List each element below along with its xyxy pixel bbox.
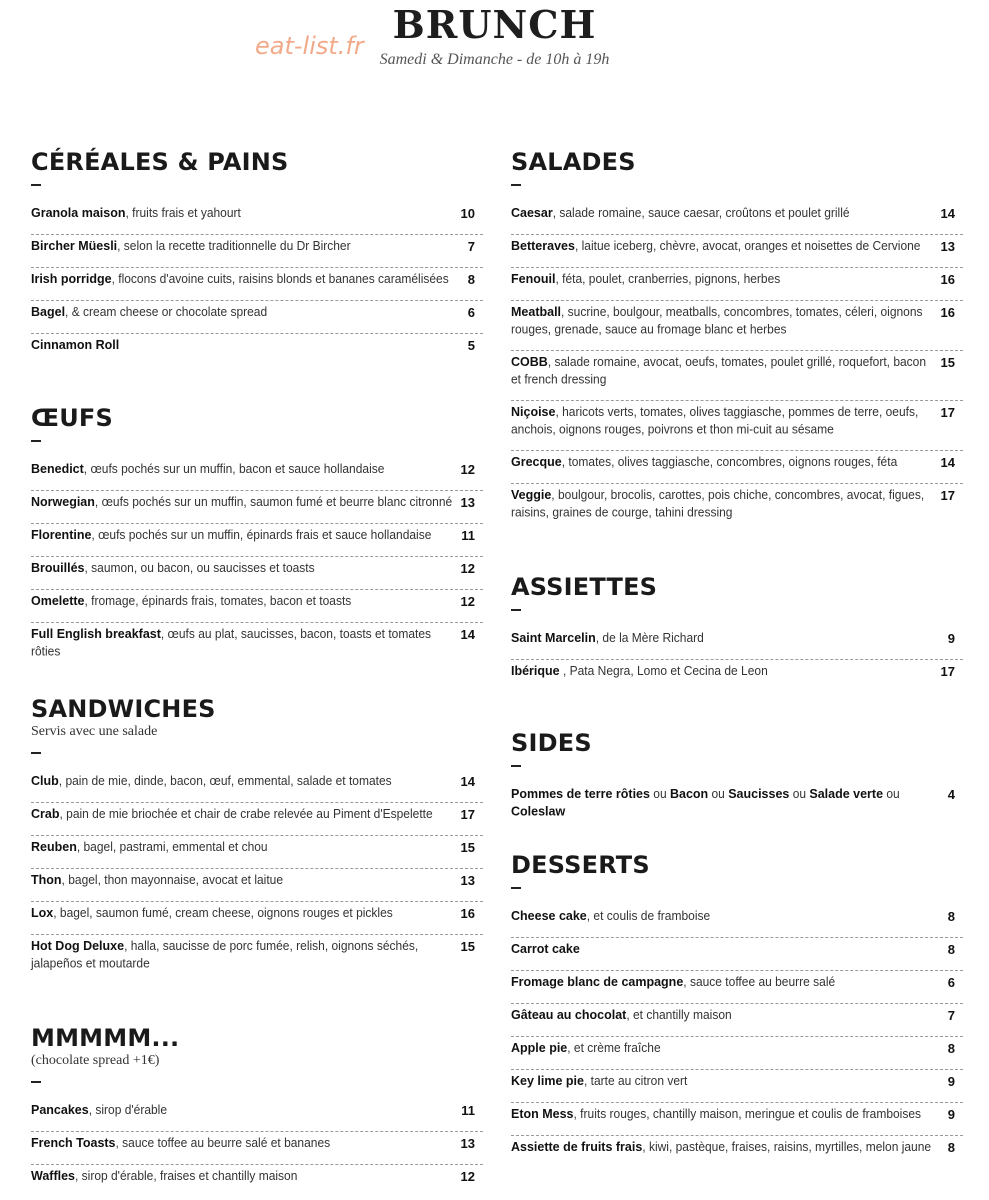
menu-item-description: , sauce toffee au beurre salé xyxy=(683,974,836,990)
menu-item-text xyxy=(511,1037,661,1058)
section-dash xyxy=(511,765,521,767)
menu-item-price: 8 xyxy=(947,909,955,924)
menu-item-price: 17 xyxy=(460,807,475,822)
menu-item-text xyxy=(31,268,449,289)
item-list xyxy=(31,770,483,985)
menu-item-name: Club xyxy=(31,773,59,789)
menu-item-text xyxy=(511,451,897,472)
menu-item-text xyxy=(511,1004,732,1025)
menu-item xyxy=(511,268,963,301)
section-mmmmm xyxy=(31,1024,483,1198)
menu-item-text xyxy=(31,590,351,611)
item-list xyxy=(31,458,483,673)
menu-item xyxy=(31,770,483,803)
menu-item-connector: ou xyxy=(708,786,729,801)
menu-item-price: 16 xyxy=(940,305,955,320)
menu-item-price: 12 xyxy=(460,594,475,609)
menu-item-price: 14 xyxy=(940,455,955,470)
menu-item xyxy=(31,935,483,985)
menu-item xyxy=(511,484,963,534)
menu-item-price: 7 xyxy=(947,1008,955,1023)
menu-item-text xyxy=(31,1099,167,1120)
menu-item-name: Full English breakfast xyxy=(31,626,161,641)
menu-item-description: , sirop d'érable xyxy=(88,1102,168,1118)
menu-item-price: 14 xyxy=(460,774,475,789)
section-dash xyxy=(31,184,41,186)
item-list xyxy=(31,1099,483,1198)
menu-item-price: 10 xyxy=(460,206,475,221)
menu-item xyxy=(31,1099,483,1132)
menu-item-name: Fenouil xyxy=(511,271,556,287)
menu-item-name: Omelette xyxy=(31,593,85,609)
menu-item-price: 6 xyxy=(467,305,475,320)
menu-item xyxy=(31,491,483,524)
section-subtitle: Servis avec une salade xyxy=(31,724,158,739)
menu-item-price: 16 xyxy=(460,906,475,921)
menu-item-text xyxy=(511,905,710,926)
menu-item-name: Benedict xyxy=(31,461,84,477)
menu-item-name: Reuben xyxy=(31,839,77,855)
menu-item-text xyxy=(31,557,315,578)
section-title: CÉRÉALES & PAINS xyxy=(31,148,289,176)
menu-item-description: , fruits frais et yahourt xyxy=(125,205,241,221)
menu-item-price: 13 xyxy=(460,1136,475,1151)
menu-item xyxy=(511,1136,963,1169)
menu-item-description: , kiwi, pastèque, fraises, raisins, myrtilles, melon jaune xyxy=(642,1139,932,1155)
menu-item xyxy=(511,301,963,351)
menu-item-description: , bagel, saumon fumé, cream cheese, oignons rouges et pickles xyxy=(53,905,393,921)
menu-item-price: 17 xyxy=(940,488,955,503)
menu-item-name: Eton Mess xyxy=(511,1106,574,1122)
section-dash xyxy=(31,1081,41,1083)
menu-item-price: 12 xyxy=(460,1169,475,1184)
menu-item xyxy=(511,783,963,833)
menu-item xyxy=(511,1004,963,1037)
menu-item-description: , et chantilly maison xyxy=(626,1007,732,1023)
menu-item xyxy=(31,869,483,902)
menu-item-text xyxy=(511,350,933,389)
section-dash xyxy=(31,440,41,442)
menu-item-price: 15 xyxy=(460,840,475,855)
menu-item-description: , pain de mie, dinde, bacon, œuf, emmental, salade et tomates xyxy=(58,773,392,789)
menu-item-price: 14 xyxy=(940,206,955,221)
menu-item-name: Veggie xyxy=(511,487,552,502)
menu-item-name: Carrot cake xyxy=(511,941,580,957)
menu-item-text xyxy=(511,483,933,522)
menu-item-description: , tarte au citron vert xyxy=(583,1073,688,1089)
menu-item-name: Hot Dog Deluxe xyxy=(31,938,125,953)
menu-item xyxy=(31,301,483,334)
menu-item-name: Saucisses xyxy=(728,786,790,801)
menu-item-price: 15 xyxy=(940,355,955,370)
menu-item xyxy=(511,351,963,401)
menu-item xyxy=(511,1037,963,1070)
menu-item xyxy=(31,557,483,590)
menu-item xyxy=(31,202,483,235)
menu-item-name: Fromage blanc de campagne xyxy=(511,974,684,990)
menu-item xyxy=(31,902,483,935)
menu-item-name: COBB xyxy=(511,354,548,369)
menu-item-name: Granola maison xyxy=(31,205,126,221)
menu-item-price: 6 xyxy=(947,975,955,990)
menu-item-price: 12 xyxy=(460,462,475,477)
section-title: SALADES xyxy=(511,148,636,176)
menu-item-connector: ou xyxy=(649,786,670,801)
section-sides xyxy=(511,729,963,833)
menu-item-name: Gâteau au chocolat xyxy=(511,1007,627,1023)
menu-item xyxy=(31,590,483,623)
menu-item-name: Pommes de terre rôties xyxy=(511,786,650,801)
section-oeufs xyxy=(31,404,483,673)
item-list xyxy=(511,202,963,534)
section-assiettes xyxy=(511,573,963,693)
section-title: SIDES xyxy=(511,729,592,757)
menu-item-text xyxy=(31,524,431,545)
menu-item xyxy=(511,235,963,268)
menu-item-description: , flocons d'avoine cuits, raisins blonds et bananes caramélisées xyxy=(111,271,449,287)
section-title: MMMMM... xyxy=(31,1024,180,1052)
menu-item-price: 8 xyxy=(947,1041,955,1056)
menu-item-price: 17 xyxy=(940,405,955,420)
menu-item-text xyxy=(31,622,453,661)
menu-item-name: Meatball xyxy=(511,304,562,319)
menu-item-name: Bacon xyxy=(669,786,709,801)
menu-item-price: 17 xyxy=(940,664,955,679)
menu-item-description: , saumon, ou bacon, ou saucisses et toasts xyxy=(84,560,315,576)
menu-item-text xyxy=(31,202,241,223)
menu-item-text xyxy=(31,491,452,512)
menu-item-price: 4 xyxy=(947,787,955,802)
item-list xyxy=(31,202,483,367)
menu-item-text xyxy=(511,300,933,339)
menu-item-description: , selon la recette traditionnelle du Dr Bircher xyxy=(117,238,351,254)
menu-item xyxy=(511,202,963,235)
menu-item-name: Irish porridge xyxy=(31,271,112,287)
menu-item-name: Crab xyxy=(31,806,60,822)
menu-item-name: Betteraves xyxy=(511,238,575,254)
menu-item xyxy=(31,235,483,268)
menu-item-name: Bagel xyxy=(31,304,66,320)
menu-item-price: 14 xyxy=(460,627,475,642)
menu-item xyxy=(31,1132,483,1165)
menu-item-price: 9 xyxy=(947,1074,955,1089)
menu-item-name: Florentine xyxy=(31,527,92,543)
menu-item-description: , salade romaine, sauce caesar, croûtons et poulet grillé xyxy=(552,205,850,221)
menu-item-connector: ou xyxy=(789,786,810,801)
menu-item-name: Lox xyxy=(31,905,54,921)
menu-item-description: , sucrine, boulgour, meatballs, concombres, tomates, céleri, oignons rouges, grenade, sauce au fromage blanc et herbes xyxy=(511,304,923,337)
section-salades xyxy=(511,148,963,534)
menu-item-text xyxy=(31,836,268,857)
menu-item-description: , et crème fraîche xyxy=(567,1040,661,1056)
item-list xyxy=(511,627,963,693)
menu-item-description: , laitue iceberg, chèvre, avocat, oranges et noisettes de Cervione xyxy=(574,238,921,254)
menu-item xyxy=(31,623,483,673)
menu-item-price: 13 xyxy=(460,873,475,888)
menu-item-description: , fromage, épinards frais, tomates, bacon et toasts xyxy=(84,593,352,609)
menu-item-name: Cheese cake xyxy=(511,908,587,924)
item-list xyxy=(511,905,963,1169)
menu-item-price: 12 xyxy=(460,561,475,576)
menu-item-price: 15 xyxy=(460,939,475,954)
menu-item-text xyxy=(511,400,933,439)
menu-item-description: , halla, saucisse de porc fumée, relish, oignons séchés, jalapeños et moutarde xyxy=(31,938,419,971)
menu-item-description: , boulgour, brocolis, carottes, pois chiche, concombres, avocat, figues, raisins, graines de courge, tahini dressing xyxy=(511,487,925,520)
section-title: SANDWICHES xyxy=(31,695,216,723)
menu-header xyxy=(0,0,989,80)
menu-item-description: , et coulis de framboise xyxy=(586,908,711,924)
menu-item-text xyxy=(511,235,920,256)
menu-item-name: Grecque xyxy=(511,454,562,470)
menu-item-description: , sauce toffee au beurre salé et bananes xyxy=(115,1135,331,1151)
menu-item-text xyxy=(31,334,119,355)
menu-item-name: Bircher Müesli xyxy=(31,238,118,254)
menu-item-price: 8 xyxy=(947,1140,955,1155)
menu-item-name: Coleslaw xyxy=(511,804,566,819)
menu-item-description: , salade romaine, avocat, oeufs, tomates, poulet grillé, roquefort, bacon et french dressing xyxy=(511,354,927,387)
menu-item-description: , & cream cheese or chocolate spread xyxy=(65,304,268,320)
section-dash xyxy=(511,184,521,186)
menu-item-price: 8 xyxy=(947,942,955,957)
menu-item-text xyxy=(31,770,392,791)
menu-item-price: 9 xyxy=(947,1107,955,1122)
menu-item-text xyxy=(511,1136,931,1157)
menu-item-text xyxy=(31,458,384,479)
menu-item-name: Key lime pie xyxy=(511,1073,584,1089)
menu-item-price: 9 xyxy=(947,631,955,646)
menu-item-description: , tomates, olives taggiasche, concombres, oignons rouges, féta xyxy=(561,454,898,470)
menu-item-text xyxy=(511,938,580,959)
menu-item-name: Caesar xyxy=(511,205,553,221)
menu-item xyxy=(31,268,483,301)
menu-item-name: Norwegian xyxy=(31,494,95,510)
menu-item-price: 8 xyxy=(467,272,475,287)
watermark: eat-list.fr xyxy=(255,32,364,60)
menu-item-description: , œufs au plat, saucisses, bacon, toasts et tomates rôties xyxy=(31,626,432,659)
menu-item-text xyxy=(511,202,850,223)
menu-item-name: Saint Marcelin xyxy=(511,630,596,646)
menu-item-description: , sirop d'érable, fraises et chantilly maison xyxy=(75,1168,298,1184)
section-title: ASSIETTES xyxy=(511,573,658,601)
menu-item-text xyxy=(31,1165,297,1186)
menu-item-description: , œufs pochés sur un muffin, épinards frais et sauce hollandaise xyxy=(91,527,432,543)
menu-item-text xyxy=(31,869,283,890)
section-subtitle: (chocolate spread +1€) xyxy=(31,1053,160,1068)
menu-item xyxy=(511,660,963,693)
menu-item-price: 13 xyxy=(460,495,475,510)
menu-item-name: Ibérique xyxy=(511,663,560,679)
menu-item-name: Niçoise xyxy=(511,404,556,419)
menu-item-text xyxy=(511,971,835,992)
menu-item xyxy=(511,1070,963,1103)
menu-item xyxy=(31,334,483,367)
menu-item-connector: ou xyxy=(883,786,900,801)
menu-item-text xyxy=(511,1103,921,1124)
menu-item-text xyxy=(31,803,433,824)
menu-item xyxy=(31,458,483,491)
menu-item-text xyxy=(31,235,351,256)
menu-item-name: Apple pie xyxy=(511,1040,568,1056)
menu-item-description: , fruits rouges, chantilly maison, meringue et coulis de framboises xyxy=(573,1106,922,1122)
menu-item-description: , bagel, pastrami, emmental et chou xyxy=(76,839,268,855)
menu-item-name: Cinnamon Roll xyxy=(31,337,120,353)
menu-item xyxy=(511,451,963,484)
menu-item-description: , bagel, thon mayonnaise, avocat et laitue xyxy=(61,872,284,888)
menu-item-name: Brouillés xyxy=(31,560,85,576)
menu-item xyxy=(31,836,483,869)
menu-item-text xyxy=(31,902,393,923)
menu-item-name: Salade verte xyxy=(809,786,884,801)
menu-item-text xyxy=(31,934,453,973)
menu-item-description: , féta, poulet, cranberries, pignons, herbes xyxy=(555,271,781,287)
menu-item-text xyxy=(511,268,780,289)
menu-item-price: 11 xyxy=(461,1103,475,1118)
section-desserts xyxy=(511,851,963,1169)
menu-item-description: , pain de mie briochée et chair de crabe relevée au Piment d'Espelette xyxy=(59,806,433,822)
section-cereales xyxy=(31,148,483,367)
page-title: BRUNCH xyxy=(392,2,597,47)
section-dash xyxy=(511,887,521,889)
menu-item xyxy=(511,938,963,971)
menu-item-text xyxy=(511,660,768,681)
menu-item-description: , haricots verts, tomates, olives taggiasche, pommes de terre, oeufs, anchois, oignons rouges, poivrons et thon mi-cuit au sésame xyxy=(511,404,919,437)
menu-item-text xyxy=(31,301,267,322)
menu-item xyxy=(511,401,963,451)
menu-item-text xyxy=(511,1070,687,1091)
menu-item-description: , Pata Negra, Lomo et Cecina de Leon xyxy=(559,663,768,679)
menu-item-text xyxy=(31,1132,330,1153)
menu-item-text xyxy=(511,627,704,648)
menu-item xyxy=(31,524,483,557)
menu-item-price: 16 xyxy=(940,272,955,287)
menu-item xyxy=(31,1165,483,1198)
menu-item-name: Assiette de fruits frais xyxy=(511,1139,643,1155)
page-subtitle: Samedi & Dimanche - de 10h à 19h xyxy=(379,51,610,68)
menu-item xyxy=(31,803,483,836)
section-dash xyxy=(31,752,41,754)
menu-item-price: 11 xyxy=(461,528,475,543)
menu-item xyxy=(511,971,963,1004)
section-title: DESSERTS xyxy=(511,851,650,879)
menu-item xyxy=(511,627,963,660)
section-title: ŒUFS xyxy=(31,404,113,432)
item-list xyxy=(511,783,963,833)
menu-item-description: , de la Mère Richard xyxy=(595,630,704,646)
menu-item-name: French Toasts xyxy=(31,1135,116,1151)
menu-item-name: Thon xyxy=(31,872,62,888)
menu-item-price: 13 xyxy=(940,239,955,254)
menu-item-price: 7 xyxy=(467,239,475,254)
menu-item xyxy=(511,905,963,938)
menu-item-name: Pancakes xyxy=(31,1102,89,1118)
section-dash xyxy=(511,609,521,611)
menu-item-description: , œufs pochés sur un muffin, saumon fumé et beurre blanc citronné xyxy=(94,494,453,510)
section-sandwiches xyxy=(31,695,483,985)
menu-item-text xyxy=(511,782,933,821)
menu-item-price: 5 xyxy=(467,338,475,353)
menu-item-description: , œufs pochés sur un muffin, bacon et sauce hollandaise xyxy=(83,461,385,477)
menu-item-name: Waffles xyxy=(31,1168,75,1184)
menu-item xyxy=(511,1103,963,1136)
